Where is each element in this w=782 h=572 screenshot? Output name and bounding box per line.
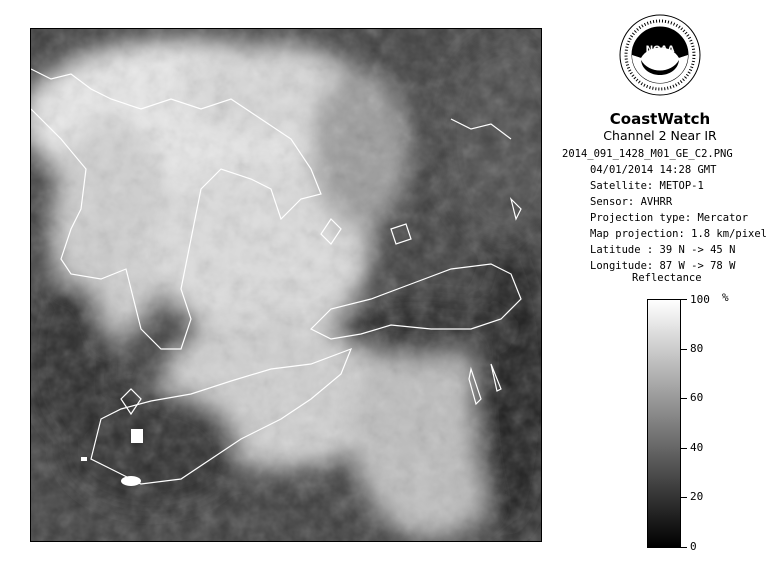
colorbar-unit: % bbox=[722, 291, 729, 304]
colorbar-tick-label: 60 bbox=[690, 391, 704, 404]
colorbar-tick-label: 100 bbox=[690, 293, 710, 306]
satellite-image bbox=[30, 28, 542, 542]
colorbar-tick bbox=[681, 299, 687, 300]
logo-text: NOAA bbox=[645, 45, 675, 55]
colorbar-tick-label: 80 bbox=[690, 342, 704, 355]
colorbar-tick bbox=[681, 497, 687, 498]
longitude-text: Longitude: 87 W -> 78 W bbox=[590, 260, 736, 272]
map-projection-text: Map projection: 1.8 km/pixel bbox=[590, 228, 768, 240]
app-title: CoastWatch bbox=[609, 110, 711, 128]
datetime-text: 04/01/2014 14:28 GMT bbox=[590, 164, 717, 176]
colorbar-tick bbox=[681, 448, 687, 449]
sensor-text: Sensor: AVHRR bbox=[590, 196, 673, 208]
projection-type-text: Projection type: Mercator bbox=[590, 212, 749, 224]
colorbar-tick-label: 40 bbox=[690, 441, 704, 454]
colorbar-tick bbox=[681, 349, 687, 350]
filename-text: 2014_091_1428_M01_GE_C2.PNG bbox=[562, 148, 733, 160]
colorbar-tick-label: 0 bbox=[690, 540, 697, 553]
colorbar-title: Reflectance bbox=[632, 272, 702, 284]
latitude-text: Latitude : 39 N -> 45 N bbox=[590, 244, 736, 256]
colorbar-tick bbox=[681, 398, 687, 399]
colorbar-tick-label: 20 bbox=[690, 490, 704, 503]
colorbar bbox=[647, 299, 681, 548]
colorbar-tick bbox=[681, 547, 687, 548]
channel-label: Channel 2 Near IR bbox=[603, 128, 717, 143]
noaa-logo-icon bbox=[619, 14, 701, 96]
satellite-text: Satellite: METOP-1 bbox=[590, 180, 704, 192]
